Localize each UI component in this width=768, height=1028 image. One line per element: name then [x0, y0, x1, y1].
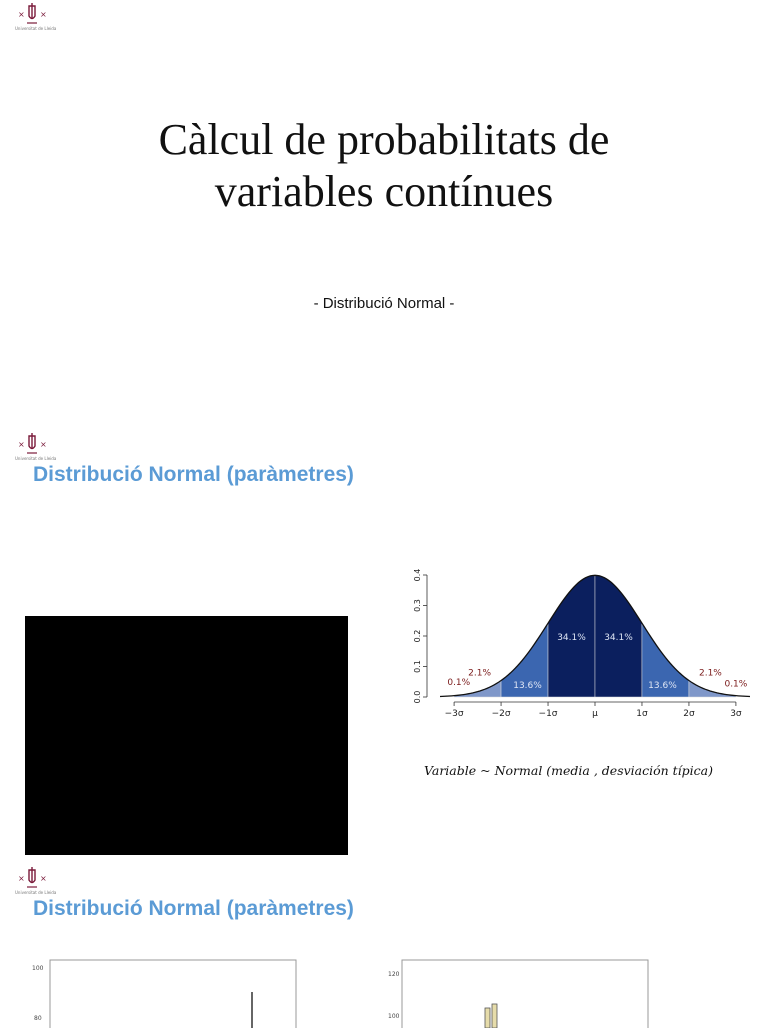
region-label: 13.6% — [648, 680, 677, 691]
distribution-formula: Variable ~ Normal (media , desviación típica) — [424, 763, 714, 778]
y-tick-label: 0.0 — [413, 690, 422, 704]
y-tick-label: 0.1 — [413, 660, 422, 673]
normal-distribution-chart — [410, 560, 755, 720]
y-tick-label: 0.4 — [413, 568, 422, 582]
plot-frame — [402, 960, 648, 1028]
tick-label: 120 — [388, 971, 400, 978]
x-tick-label: −3σ — [444, 709, 464, 719]
logo-icon — [15, 433, 49, 457]
logo-text: Universitat de Lleida — [15, 456, 57, 461]
svg-text:×: × — [40, 10, 47, 19]
region-label: 2.1% — [698, 668, 722, 679]
tick-label: 80 — [34, 1015, 42, 1022]
x-tick-label: −2σ — [491, 709, 511, 719]
left-boxplot-chart — [30, 958, 300, 1028]
svg-text:×: × — [18, 10, 25, 19]
svg-text:×: × — [40, 440, 47, 449]
section-title: Distribució Normal (paràmetres) — [33, 463, 354, 486]
x-tick-label: 3σ — [730, 709, 742, 719]
title-line-2: variables contínues — [214, 167, 554, 216]
slide-title — [0, 114, 768, 218]
plot-frame — [50, 960, 296, 1028]
y-tick-label: 0.2 — [413, 629, 422, 643]
x-tick-label: 1σ — [636, 709, 648, 719]
tail-label: 0.1% — [724, 679, 748, 690]
region-label: 2.1% — [468, 668, 492, 679]
tick-label: 100 — [388, 1013, 400, 1020]
y-tick-label: 0.3 — [413, 599, 422, 612]
tick-label: 100 — [32, 965, 44, 972]
parameters-slide-2 — [0, 864, 768, 1024]
box — [492, 1004, 497, 1028]
x-tick-label: 2σ — [683, 709, 695, 719]
university-logo — [15, 433, 57, 463]
x-tick-label: −1σ — [538, 709, 558, 719]
video-placeholder[interactable] — [25, 616, 348, 855]
title-line-1: Càlcul de probabilitats de — [158, 115, 610, 164]
logo-icon — [15, 867, 49, 891]
region-label: 34.1% — [557, 633, 586, 643]
right-boxplot-chart — [384, 958, 654, 1028]
university-logo — [15, 3, 57, 33]
logo-text: Universitat de Lleida — [15, 26, 57, 31]
x-tick-label: μ — [592, 709, 598, 719]
svg-text:×: × — [18, 440, 25, 449]
region-label: 34.1% — [604, 633, 633, 643]
university-logo — [15, 867, 57, 897]
title-slide — [0, 0, 768, 400]
tail-label: 0.1% — [447, 677, 471, 688]
slide-subtitle: - Distribució Normal - — [313, 295, 455, 312]
logo-text: Universitat de Lleida — [15, 890, 57, 895]
logo-icon — [15, 3, 49, 27]
section-title: Distribució Normal (paràmetres) — [33, 897, 354, 920]
region-label: 13.6% — [513, 680, 542, 691]
svg-text:×: × — [18, 874, 25, 883]
box — [485, 1008, 490, 1028]
svg-text:×: × — [40, 874, 47, 883]
